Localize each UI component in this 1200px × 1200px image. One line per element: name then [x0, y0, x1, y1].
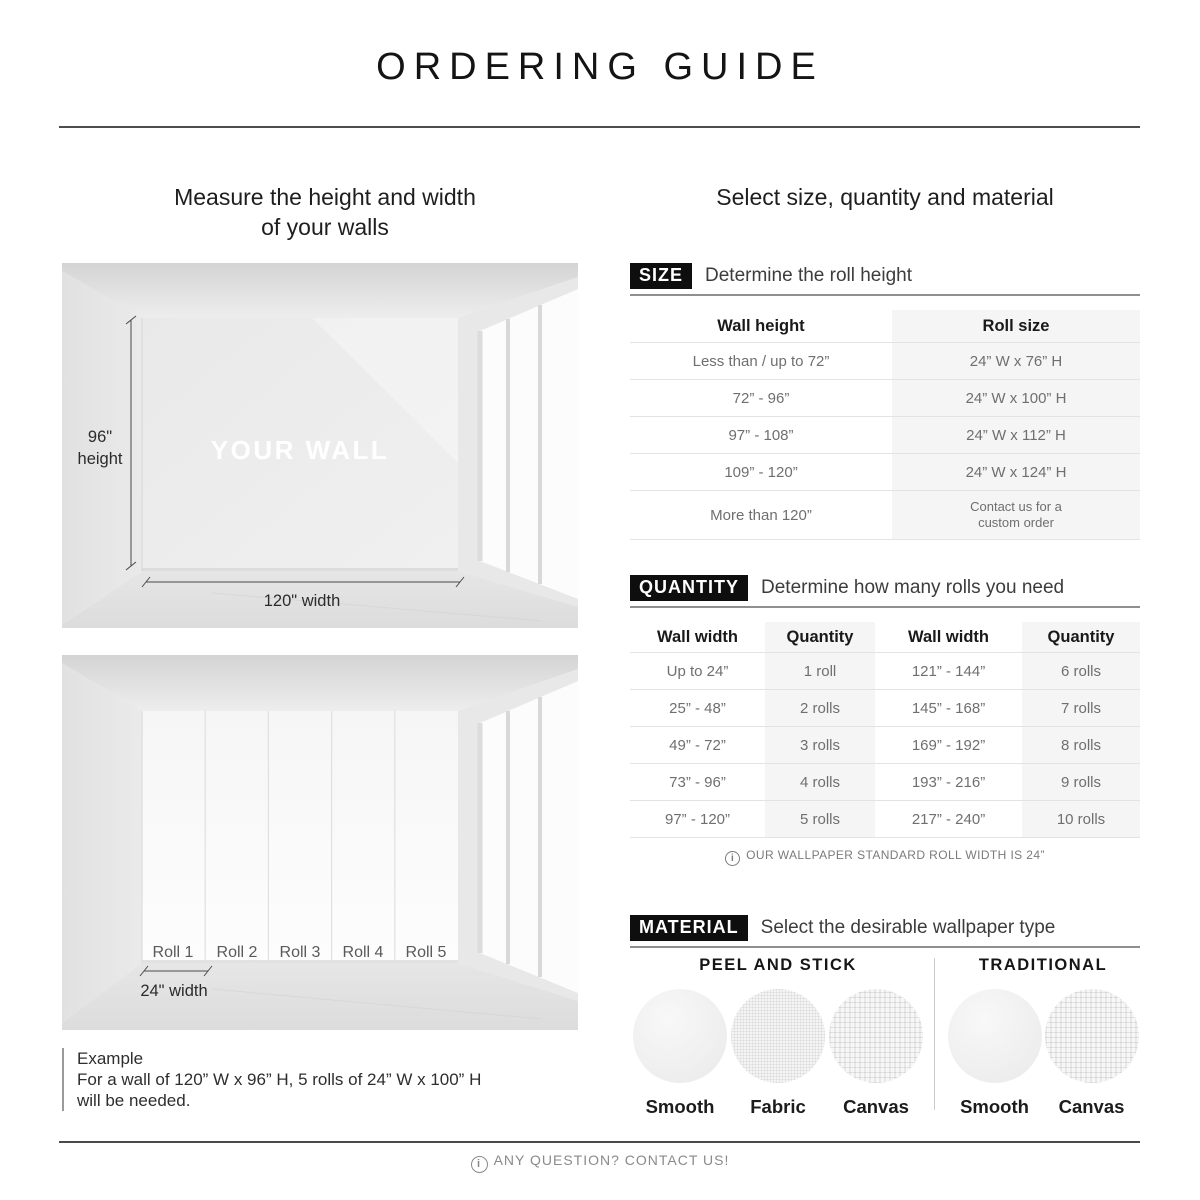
size-table-row	[630, 342, 1140, 379]
example-line2: will be needed.	[77, 1091, 191, 1110]
wall-height-cell: Less than / up to 72”	[692, 352, 830, 370]
contact-custom-line1: Contact us for a	[970, 499, 1062, 514]
right-column-heading: Select size, quantity and material	[716, 184, 1054, 210]
material-group-peel-and-stick	[630, 956, 926, 1118]
roll-size-cell: 24” W x 112” H	[892, 417, 1140, 453]
smooth-texture-icon	[633, 989, 727, 1083]
left-heading-line2: of your walls	[261, 214, 389, 240]
size-col-header-roll-size: Roll size	[892, 310, 1140, 342]
wall-height-cell: 72” - 96”	[732, 389, 790, 407]
swatch-fabric	[729, 989, 827, 1118]
roll-label-4: Roll 4	[342, 944, 384, 961]
quantity-cell: 2 rolls	[765, 690, 875, 726]
room1-window	[480, 289, 578, 599]
left-heading-line1: Measure the height and width	[174, 184, 476, 210]
quantity-cell: 1 roll	[765, 653, 875, 689]
wall-width-cell: 193” - 216”	[911, 773, 986, 791]
material-group-name: PEEL AND STICK	[699, 956, 857, 974]
room2-window	[480, 681, 578, 993]
wall-width-cell: 73” - 96”	[669, 773, 726, 791]
height-word-label: height	[77, 450, 123, 468]
size-table	[630, 310, 1140, 540]
swatch-row	[630, 989, 926, 1118]
wall-width-cell: Up to 24”	[666, 662, 729, 680]
room-illustration-rolls	[62, 655, 578, 1030]
material-groups	[630, 956, 1140, 1131]
example-line1: For a wall of 120” W x 96” H, 5 rolls of 24” W x 100” H	[77, 1070, 482, 1089]
qty-col-header-quantity-2: Quantity	[1022, 622, 1140, 652]
material-badge: MATERIAL	[630, 915, 748, 941]
swatch-label: Canvas	[843, 1096, 909, 1117]
height-value-label: 96"	[87, 428, 113, 446]
select-column	[630, 0, 1140, 1200]
wall-width-cell: 49” - 72”	[669, 736, 726, 754]
size-section-title: Determine the roll height	[705, 265, 913, 286]
size-table-header-row	[630, 310, 1140, 342]
wall-width-cell: 121” - 144”	[911, 662, 986, 680]
quantity-section-title: Determine how many rolls you need	[761, 577, 1065, 598]
size-table-row	[630, 416, 1140, 453]
contact-custom-line2: custom order	[978, 515, 1054, 530]
swatch-canvas	[1043, 989, 1140, 1118]
canvas-texture-icon	[829, 989, 923, 1083]
wall-width-cell: 169” - 192”	[911, 736, 986, 754]
quantity-cell: 3 rolls	[765, 727, 875, 763]
roll-width-note	[630, 848, 1140, 866]
swatch-label: Canvas	[1058, 1096, 1125, 1117]
quantity-table-row	[630, 726, 1140, 763]
wall-width-cell: 97” - 120”	[664, 810, 731, 828]
canvas-texture-icon	[1045, 989, 1139, 1083]
material-group-name: TRADITIONAL	[978, 956, 1108, 974]
left-column-heading	[60, 182, 590, 242]
footer-divider	[59, 1141, 1140, 1143]
material-section-title: Select the desirable wallpaper type	[760, 917, 1056, 938]
qty-col-header-wall-width-1: Wall width	[657, 627, 738, 646]
quantity-cell: 6 rolls	[1022, 653, 1140, 689]
roll-size-cell: 24” W x 124” H	[892, 454, 1140, 490]
quantity-table	[630, 622, 1140, 838]
roll-width-note-text: OUR WALLPAPER STANDARD ROLL WIDTH IS 24”	[746, 848, 1045, 862]
material-group-traditional	[946, 956, 1140, 1118]
fabric-texture-icon	[731, 989, 825, 1083]
size-col-header-wall-height: Wall height	[717, 316, 805, 335]
roll-size-cell	[892, 491, 1140, 539]
quantity-cell: 7 rolls	[1022, 690, 1140, 726]
your-wall-label: YOUR WALL	[210, 435, 390, 465]
quantity-cell: 5 rolls	[765, 801, 875, 837]
size-table-row	[630, 453, 1140, 490]
room1-left-wall	[62, 271, 142, 625]
info-icon: i	[471, 1156, 488, 1173]
roll-size-cell: 24” W x 100” H	[892, 380, 1140, 416]
room-illustration-your-wall	[62, 263, 578, 628]
example-title: Example	[77, 1049, 144, 1068]
footer-contact-text: ANY QUESTION? CONTACT US!	[493, 1152, 730, 1168]
wallpaper-panels	[142, 711, 458, 963]
page-title: ORDERING GUIDE	[376, 46, 824, 88]
swatch-smooth	[946, 989, 1043, 1118]
footer-contact	[0, 1152, 1200, 1173]
swatch-label: Smooth	[960, 1096, 1029, 1117]
measure-column	[60, 0, 590, 1200]
roll-width-label: 24" width	[140, 982, 208, 1000]
roll-label-3: Roll 3	[279, 944, 321, 961]
size-table-row	[630, 490, 1140, 539]
roll-label-1: Roll 1	[152, 944, 194, 961]
quantity-table-row	[630, 800, 1140, 837]
quantity-badge: QUANTITY	[630, 575, 748, 601]
wall-height-cell: 97” - 108”	[728, 426, 794, 444]
roll-label-5: Roll 5	[405, 944, 447, 961]
width-label: 120" width	[263, 592, 341, 610]
swatch-label: Fabric	[750, 1096, 806, 1117]
size-badge: SIZE	[630, 263, 692, 289]
smooth-texture-icon	[948, 989, 1042, 1083]
wall-width-cell: 145” - 168”	[911, 699, 986, 717]
size-table-row	[630, 379, 1140, 416]
quantity-cell: 4 rolls	[765, 764, 875, 800]
quantity-cell: 8 rolls	[1022, 727, 1140, 763]
room2-left-wall	[62, 663, 142, 1023]
quantity-cell: 10 rolls	[1022, 801, 1140, 837]
quantity-table-row	[630, 689, 1140, 726]
quantity-cell: 9 rolls	[1022, 764, 1140, 800]
size-section-header	[630, 263, 1140, 296]
swatch-row	[946, 989, 1140, 1118]
roll-label-2: Roll 2	[216, 944, 258, 961]
swatch-label: Smooth	[645, 1096, 715, 1117]
example-block	[62, 1048, 481, 1111]
info-icon: i	[725, 851, 740, 866]
material-section-header	[630, 915, 1140, 948]
quantity-table-row	[630, 763, 1140, 800]
quantity-table-row	[630, 652, 1140, 689]
quantity-table-header-row	[630, 622, 1140, 652]
wall-width-cell: 217” - 240”	[911, 810, 986, 828]
material-group-divider	[934, 958, 935, 1110]
wall-height-cell: More than 120”	[710, 506, 812, 524]
qty-col-header-wall-width-2: Wall width	[908, 627, 989, 646]
qty-col-header-quantity-1: Quantity	[765, 622, 875, 652]
swatch-canvas	[827, 989, 925, 1118]
roll-size-cell: 24” W x 76” H	[892, 343, 1140, 379]
wall-height-cell: 109” - 120”	[724, 463, 798, 481]
wall-width-cell: 25” - 48”	[669, 699, 726, 717]
room1-baseboard	[142, 568, 458, 571]
swatch-smooth	[631, 989, 729, 1118]
quantity-section-header	[630, 575, 1140, 608]
